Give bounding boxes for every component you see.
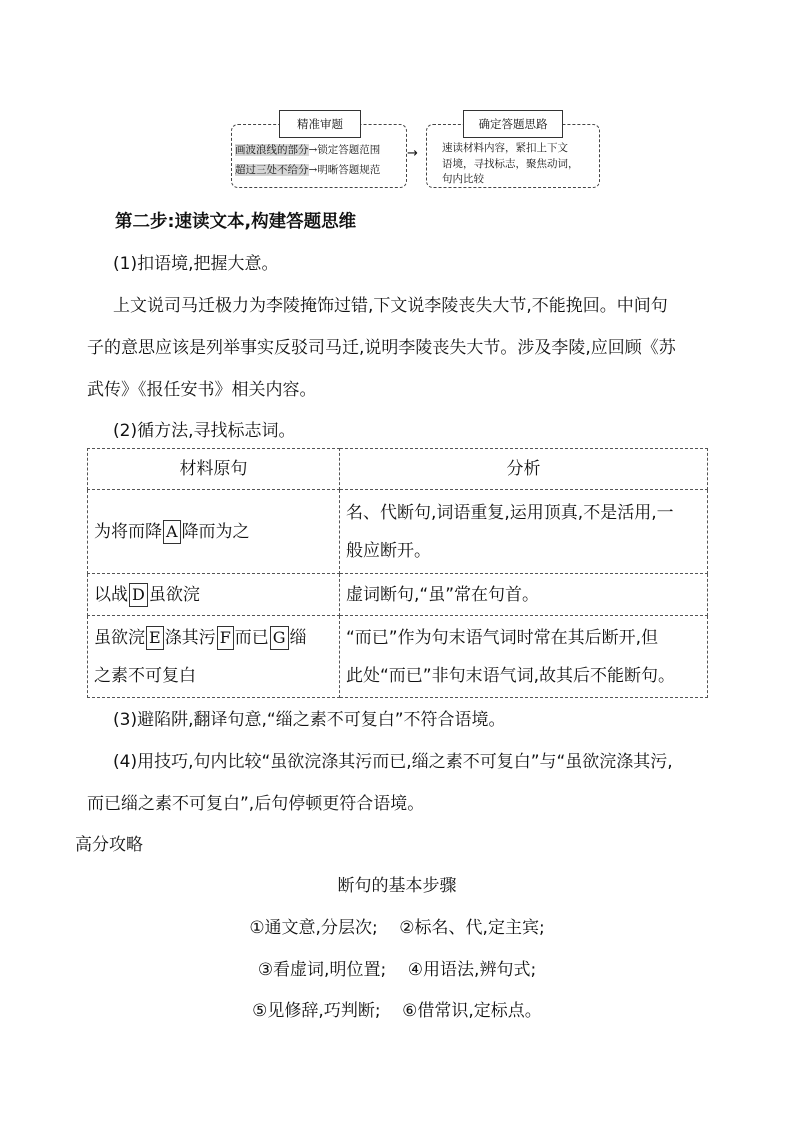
table-row <box>88 616 708 698</box>
source-text: 涤其污 <box>164 627 216 648</box>
source-text: 缁 <box>289 627 307 648</box>
analysis-line: “而已”作为句末语气词时常在其后断开,但 <box>346 627 659 648</box>
left-line-1-part2: →锁定答题范围 <box>308 144 381 156</box>
paragraph-2-line-1: 上文说司马迁极力为李陵掩饰过错,下文说李陵丧失大节,不能挽回。中间句 <box>113 296 668 316</box>
left-line-1 <box>235 141 380 159</box>
tips-label: 高分攻略 <box>75 835 143 855</box>
paragraph-1: (1)扣语境,把握大意。 <box>113 254 279 274</box>
left-line-2-part1: 超过三处不给分 <box>235 164 309 176</box>
table-row <box>88 574 708 616</box>
source-text: 为将而降 <box>94 521 162 542</box>
left-line-2 <box>235 161 380 179</box>
analysis-line: 此处“而已”非句末语气词,故其后不能断句。 <box>346 665 676 686</box>
paragraph-5-line-2: 而已缁之素不可复白”,后句停顿更符合语境。 <box>87 794 425 814</box>
analysis-table <box>87 448 708 698</box>
steps-title: 断句的基本步骤 <box>337 876 457 896</box>
steps-line-3: ⑤见修辞,巧判断; ⑥借常识,定标点。 <box>252 1001 542 1021</box>
paragraph-3: (2)循方法,寻找标志词。 <box>113 421 296 441</box>
mark-box: F <box>217 626 234 650</box>
mark-box: D <box>129 583 148 607</box>
right-text-line-3: 句内比较 <box>442 173 484 185</box>
arrow-icon: → <box>407 146 418 161</box>
source-text: 虽欲浣 <box>148 584 200 605</box>
steps-line-2: ③看虚词,明位置; ④用语法,辨句式; <box>257 960 537 980</box>
col1-header: 材料原句 <box>88 449 340 490</box>
source-text: 而已 <box>234 627 269 648</box>
col2-header: 分析 <box>340 449 708 490</box>
right-title-box: 确定答题思路 <box>463 110 563 138</box>
analysis-cell <box>340 490 708 574</box>
source-text: 降而为之 <box>181 521 250 542</box>
source-text: 以战 <box>94 584 128 605</box>
analysis-line: 虚词断句,“虽”常在句首。 <box>346 584 540 605</box>
source-cell <box>88 616 340 698</box>
right-text-line-1: 速读材料内容，紧扣上下文 <box>442 142 568 154</box>
paragraph-2-line-3: 武传》《报任安书》相关内容。 <box>87 380 317 400</box>
paragraph-4: (3)避陷阱,翻译句意,“缁之素不可复白”不符合语境。 <box>113 710 506 730</box>
table-header-row <box>88 449 708 490</box>
left-line-1-part1: 画波浪线的部分 <box>235 144 309 156</box>
right-text-line-2: 语境，寻找标志，聚焦动词， <box>442 157 579 170</box>
paragraph-5-line-1: (4)用技巧,句内比较“虽欲浣涤其污而已,缁之素不可复白”与“虽欲浣涤其污, <box>113 752 673 772</box>
source-cell <box>88 490 340 574</box>
source-line-2: 之素不可复白 <box>94 665 196 686</box>
source-text: 虽欲浣 <box>94 627 145 648</box>
analysis-cell <box>340 574 708 616</box>
mark-box: G <box>270 626 289 650</box>
source-line-1 <box>94 619 333 657</box>
source-cell <box>88 574 340 616</box>
analysis-line: 般应断开。 <box>346 540 431 561</box>
left-line-2-part2: →明晰答题规范 <box>308 164 381 176</box>
analysis-line: 名、代断句,词语重复,运用顶真,不是活用,一 <box>346 502 674 523</box>
left-title-box: 精准审题 <box>279 110 361 138</box>
mark-box: A <box>163 520 181 544</box>
mark-box: E <box>146 626 164 650</box>
right-text <box>442 141 579 188</box>
paragraph-2-line-2: 子的意思应该是列举事实反驳司马迁,说明李陵丧失大节。涉及李陵,应回顾《苏 <box>87 338 676 358</box>
analysis-cell <box>340 616 708 698</box>
table-row <box>88 490 708 574</box>
steps-line-1: ①通文意,分层次; ②标名、代,定主宾; <box>249 918 545 938</box>
step2-heading: 第二步:速读文本,构建答题思维 <box>115 212 357 232</box>
